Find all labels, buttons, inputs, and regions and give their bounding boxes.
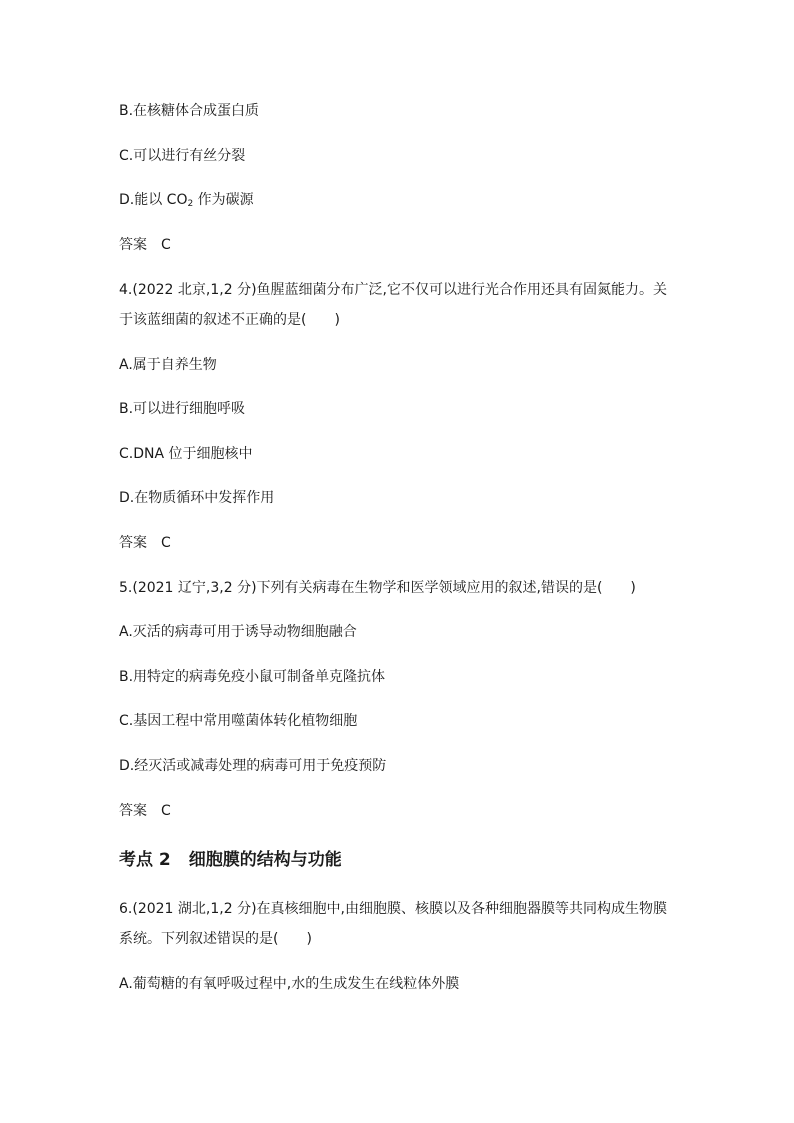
- answer-label: 答案: [119, 803, 147, 819]
- answer-value: C: [161, 535, 171, 551]
- q4-answer: [119, 533, 171, 553]
- q4-stem-line-1: 4.(2022 北京,1,2 分)鱼腥蓝细菌分布广泛,它不仅可以进行光合作用还具有固氮能力。关: [119, 282, 667, 298]
- q6-option-a: A.葡萄糖的有氧呼吸过程中,水的生成发生在线粒体外膜: [119, 976, 460, 992]
- q5-stem-line-1: 5.(2021 辽宁,3,2 分)下列有关病毒在生物学和医学领域应用的叙述,错误的是( ): [119, 580, 636, 596]
- q3-option-d-prefix: D.能以 CO: [119, 192, 188, 208]
- section-title: 细胞膜的结构与功能: [188, 850, 342, 870]
- q5-option-d: D.经灭活或减毒处理的病毒可用于免疫预防: [119, 758, 387, 774]
- q5-answer: [119, 801, 171, 821]
- q6-stem-line-2: 系统。下列叙述错误的是( ): [119, 931, 312, 947]
- q3-option-d-suffix: 作为碳源: [193, 192, 254, 208]
- q4-option-c: C.DNA 位于细胞核中: [119, 446, 253, 462]
- q4-stem-line-2: 于该蓝细菌的叙述不正确的是( ): [119, 312, 340, 328]
- q3-option-d: [119, 190, 254, 214]
- section-number: 考点 2: [119, 850, 171, 870]
- q3-option-c: C.可以进行有丝分裂: [119, 148, 246, 164]
- answer-label: 答案: [119, 237, 147, 253]
- q3-answer: [119, 235, 171, 255]
- answer-value: C: [161, 237, 171, 253]
- answer-label: 答案: [119, 535, 147, 551]
- answer-value: C: [161, 803, 171, 819]
- section-heading: [119, 848, 342, 872]
- q5-option-c: C.基因工程中常用噬菌体转化植物细胞: [119, 713, 358, 729]
- co2-subscript: 2: [187, 199, 194, 209]
- q4-option-a: A.属于自养生物: [119, 357, 217, 373]
- q4-option-b: B.可以进行细胞呼吸: [119, 401, 246, 417]
- q5-option-b: B.用特定的病毒免疫小鼠可制备单克隆抗体: [119, 669, 386, 685]
- q4-option-d: D.在物质循环中发挥作用: [119, 490, 275, 506]
- q5-option-a: A.灭活的病毒可用于诱导动物细胞融合: [119, 624, 357, 640]
- q6-stem-line-1: 6.(2021 湖北,1,2 分)在真核细胞中,由细胞膜、核膜以及各种细胞器膜等共同构成生物膜: [119, 901, 667, 917]
- q3-option-b: B.在核糖体合成蛋白质: [119, 103, 260, 119]
